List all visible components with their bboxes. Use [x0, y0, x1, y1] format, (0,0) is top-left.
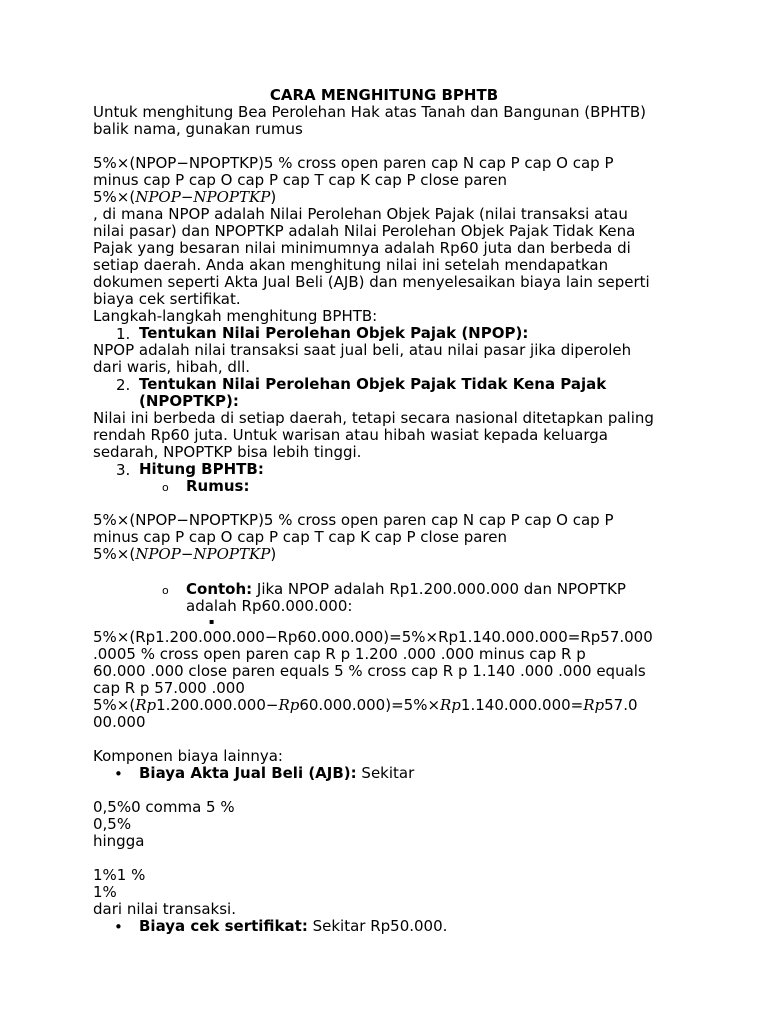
contoh-formula-line-1: 5%×(Rp1.200.000.000−Rp60.000.000)=5%×Rp1.140.000.000=Rp57.000	[93, 628, 653, 646]
formula-math-prefix: 5%×(	[93, 188, 136, 206]
contoh-formula-line-3: 60.000 .000 close paren equals 5 % cross cap R p 1.140 .000 .000 equals	[93, 662, 646, 680]
square-bullet-icon: ▪	[209, 617, 215, 626]
formula-math	[93, 189, 276, 206]
step-2-number: 2.	[116, 376, 131, 394]
contoh-label: Contoh:	[186, 580, 253, 598]
komponen-heading: Komponen biaya lainnya:	[93, 747, 283, 765]
rumus-math-expr: NPOP−NPOPTKP	[135, 545, 271, 563]
sub-bullet-rumus-icon: o	[162, 481, 169, 494]
step-3-number: 3.	[116, 461, 131, 479]
contoh-math-line-1	[93, 697, 638, 714]
cek-label: Biaya cek sertifikat:	[139, 917, 308, 935]
contoh-math-part: 60.000.000)=5%×	[299, 696, 441, 714]
explain-line-4: setiap daerah. Anda akan menghitung nilai ini setelah mendapatkan	[93, 256, 609, 274]
formula-text-line-2: minus cap P cap O cap P cap T cap K cap P close paren	[93, 171, 507, 189]
ajb-range-value-2: 1%	[93, 883, 117, 901]
rumus-math	[93, 546, 276, 563]
contoh-formula-line-2: .0005 % cross open paren cap R p 1.200 .000 .000 minus cap R p	[93, 645, 586, 663]
ajb-label: Biaya Akta Jual Beli (AJB):	[139, 764, 357, 782]
ajb-range-suffix: dari nilai transaksi.	[93, 900, 236, 918]
explain-line-5: dokumen seperti Akta Jual Beli (AJB) dan menyelesaikan biaya lain seperti	[93, 273, 650, 291]
step-1-title: Tentukan Nilai Perolehan Objek Pajak (NPOP):	[139, 324, 529, 342]
contoh-math-part: 1.200.000.000−	[156, 696, 279, 714]
step-2-body-line-1: Nilai ini berbeda di setiap daerah, tetapi secara nasional ditetapkan paling	[93, 409, 654, 427]
contoh-math-part: 5%×(	[93, 696, 136, 714]
contoh-math-rp: Rp	[135, 696, 157, 714]
formula-math-expr: NPOP−NPOPTKP	[135, 188, 271, 206]
contoh-line-1	[186, 581, 626, 598]
cek-item	[139, 918, 447, 935]
step-3-title: Hitung BPHTB:	[139, 460, 264, 478]
formula-text-line-1: 5%×(NPOP−NPOPTKP)5 % cross open paren cap N cap P cap O cap P	[93, 154, 614, 172]
ajb-range-text-2: 1%1 %	[93, 866, 146, 884]
contoh-text: Jika NPOP adalah Rp1.200.000.000 dan NPOPTKP	[252, 580, 626, 598]
intro-line-1: Untuk menghitung Bea Perolehan Hak atas Tanah dan Bangunan (BPHTB)	[93, 103, 647, 121]
explain-line-6: biaya cek sertifikat.	[93, 290, 241, 308]
contoh-formula-line-4: cap R p 57.000 .000	[93, 679, 245, 697]
ajb-text: Sekitar	[356, 764, 415, 782]
intro-line-2: balik nama, gunakan rumus	[93, 120, 303, 138]
contoh-line-2: adalah Rp60.000.000:	[186, 597, 353, 615]
bullet-cek-icon: •	[114, 918, 123, 936]
explain-line-2: nilai pasar) dan NPOPTKP adalah Nilai Perolehan Objek Pajak Tidak Kena	[93, 222, 636, 240]
ajb-range-text-1: 0,5%0 comma 5 %	[93, 798, 235, 816]
contoh-math-part: 57.0	[604, 696, 638, 714]
rumus-text-line-1: 5%×(NPOP−NPOPTKP)5 % cross open paren cap N cap P cap O cap P	[93, 511, 614, 529]
ajb-range-hingga: hingga	[93, 832, 145, 850]
steps-heading: Langkah-langkah menghitung BPHTB:	[93, 307, 378, 325]
contoh-math-rp: Rp	[440, 696, 461, 714]
step-2-title-line-1: Tentukan Nilai Perolehan Objek Pajak Tidak Kena Pajak	[139, 375, 607, 393]
explain-line-1: , di mana NPOP adalah Nilai Perolehan Objek Pajak (nilai transaksi atau	[93, 205, 628, 223]
ajb-range-value-1: 0,5%	[93, 815, 132, 833]
contoh-math-rp: Rp	[583, 696, 605, 714]
sub-bullet-contoh-icon: o	[162, 584, 169, 597]
rumus-label: Rumus:	[186, 477, 250, 495]
explain-line-3: Pajak yang besaran nilai minimumnya adalah Rp60 juta dan berbeda di	[93, 239, 631, 257]
rumus-math-suffix: )	[270, 545, 277, 563]
step-2-body-line-2: rendah Rp60 juta. Untuk warisan atau hibah wasiat kepada keluarga	[93, 426, 608, 444]
contoh-math-line-2: 00.000	[93, 713, 146, 731]
cek-text: Sekitar Rp50.000.	[307, 917, 448, 935]
ajb-item	[139, 765, 414, 782]
step-2-body-line-3: sedarah, NPOPTKP bisa lebih tinggi.	[93, 443, 362, 461]
contoh-math-rp: Rp	[278, 696, 300, 714]
rumus-text-line-2: minus cap P cap O cap P cap T cap K cap P close paren	[93, 528, 507, 546]
contoh-math-part: 1.140.000.000=	[460, 696, 584, 714]
formula-math-suffix: )	[270, 188, 277, 206]
step-2-title-line-2: (NPOPTKP):	[139, 392, 239, 410]
step-1-body-line-1: NPOP adalah nilai transaksi saat jual beli, atau nilai pasar jika diperoleh	[93, 341, 632, 359]
page-title: CARA MENGHITUNG BPHTB	[269, 86, 499, 104]
bullet-ajb-icon: •	[114, 765, 123, 783]
step-1-number: 1.	[116, 325, 131, 343]
rumus-math-prefix: 5%×(	[93, 545, 136, 563]
step-1-body-line-2: dari waris, hibah, dll.	[93, 358, 251, 376]
